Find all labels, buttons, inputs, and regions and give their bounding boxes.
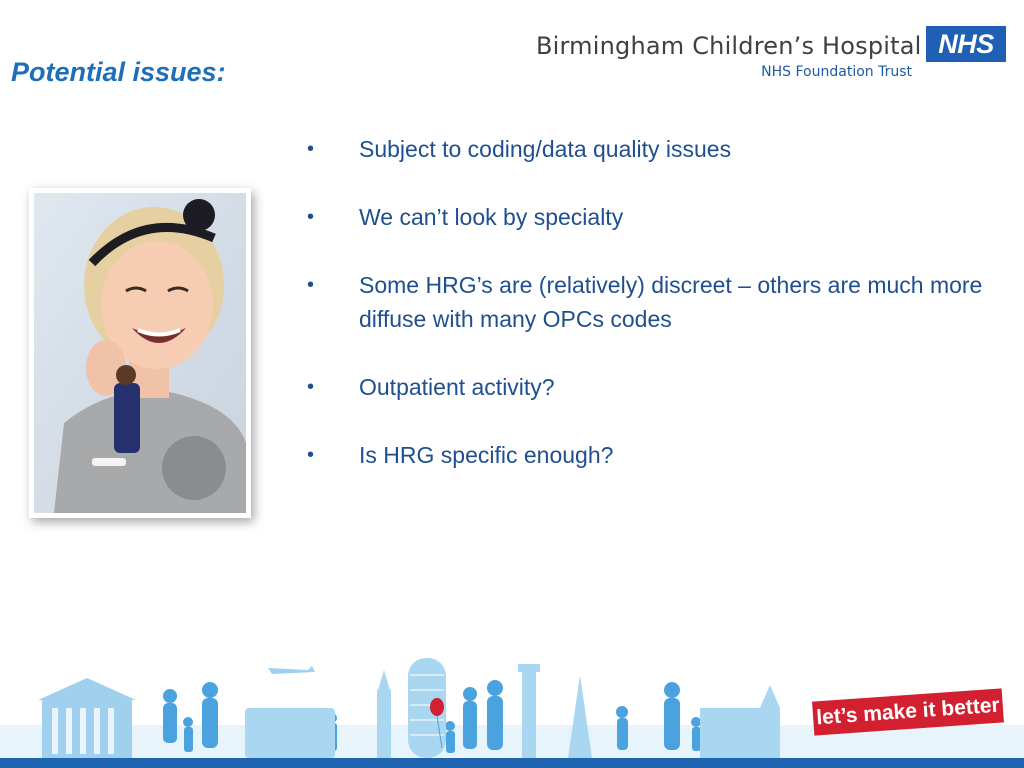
bullet-item [300, 268, 1010, 336]
bullet-item [300, 200, 1010, 234]
bullet-marker: • [307, 376, 315, 398]
bullet-text: Is HRG specific enough? [359, 442, 614, 468]
child-photo [29, 188, 251, 518]
hospital-name: Birmingham Children’s Hospital [536, 32, 922, 60]
bullet-marker: • [307, 206, 315, 228]
nhs-logo: NHS [926, 26, 1006, 62]
tagline-banner: let’s make it better [812, 688, 1004, 735]
bullet-item [300, 132, 1010, 166]
trust-name: NHS Foundation Trust [761, 64, 912, 80]
airplane-icon [268, 666, 315, 674]
bullet-text: We can’t look by specialty [359, 204, 624, 230]
bullet-marker: • [307, 274, 315, 296]
bullet-text: Some HRG’s are (relatively) discreet – others are much more diffuse with many OPCs codes [359, 272, 983, 332]
bullet-item [300, 438, 1010, 472]
bullet-list [300, 132, 1010, 506]
bullet-marker: • [307, 138, 315, 160]
slide-title: Potential issues: [11, 57, 226, 87]
bullet-text: Subject to coding/data quality issues [359, 136, 732, 162]
hospital-logo [536, 26, 1006, 86]
photo-child-icon [34, 193, 246, 513]
bullet-item [300, 370, 1010, 404]
bullet-marker: • [307, 444, 315, 466]
bullet-text: Outpatient activity? [359, 374, 555, 400]
